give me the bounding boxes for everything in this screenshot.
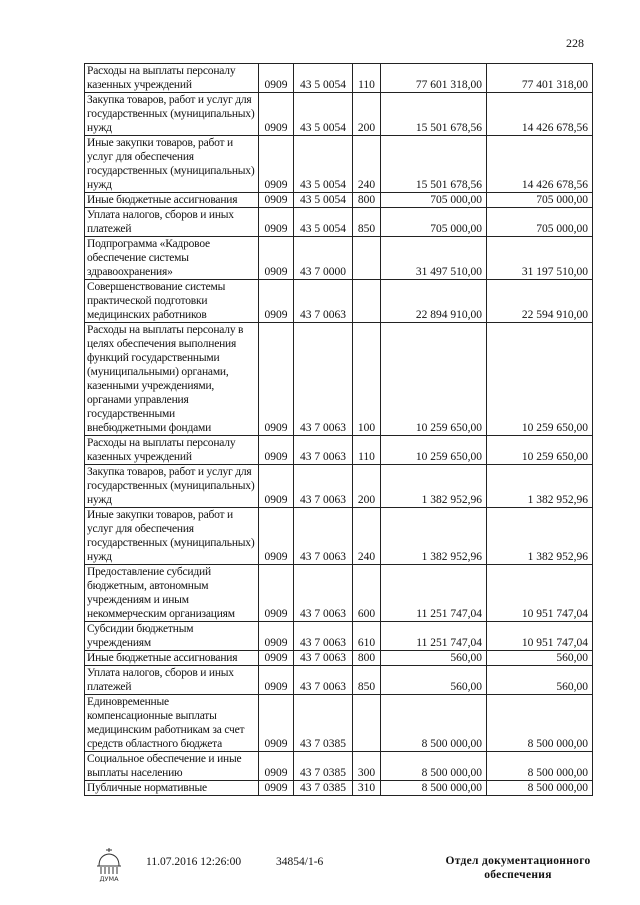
row-amount-1: 705 000,00	[381, 208, 487, 237]
row-amount-1: 11 251 747,04	[381, 565, 487, 622]
row-name: Расходы на выплаты персоналу казенных учреждений	[85, 436, 259, 465]
footer-datetime: 11.07.2016 12:26:00	[146, 856, 242, 868]
row-name: Уплата налогов, сборов и иных платежей	[85, 208, 259, 237]
row-expense-type: 240	[353, 508, 381, 565]
footer-department-line1: Отдел документационного	[445, 855, 591, 867]
row-name: Закупка товаров, работ и услуг для государственных (муниципальных) нужд	[85, 93, 259, 136]
footer-doc-code: 34854/1-6	[276, 856, 324, 868]
row-amount-2: 10 951 747,04	[487, 565, 593, 622]
row-target-code: 43 5 0054	[294, 193, 353, 208]
row-amount-1: 560,00	[381, 666, 487, 695]
row-name: Закупка товаров, работ и услуг для государственных (муниципальных) нужд	[85, 465, 259, 508]
row-name: Расходы на выплаты персоналу казенных учреждений	[85, 64, 259, 93]
row-section: 0909	[259, 752, 294, 781]
row-name: Расходы на выплаты персоналу в целях обеспечения выполнения функций государственными (муниципальными) органами, казенными учреждениями, органами управления государственными внебюджетными фондами	[85, 323, 259, 436]
row-amount-1: 11 251 747,04	[381, 622, 487, 651]
row-expense-type: 800	[353, 193, 381, 208]
row-amount-2: 10 951 747,04	[487, 622, 593, 651]
row-section: 0909	[259, 465, 294, 508]
row-expense-type: 240	[353, 136, 381, 193]
row-name: Иные закупки товаров, работ и услуг для обеспечения государственных (муниципальных) нужд	[85, 508, 259, 565]
row-section: 0909	[259, 781, 294, 796]
row-section: 0909	[259, 136, 294, 193]
budget-table	[84, 63, 593, 796]
table-row	[85, 64, 593, 93]
logo-text: ДУМА	[99, 875, 119, 882]
row-amount-1: 10 259 650,00	[381, 436, 487, 465]
footer-department	[438, 854, 598, 882]
table-row	[85, 436, 593, 465]
row-expense-type	[353, 280, 381, 323]
row-amount-1: 10 259 650,00	[381, 323, 487, 436]
row-target-code: 43 7 0063	[294, 436, 353, 465]
row-target-code: 43 7 0063	[294, 666, 353, 695]
row-amount-2: 8 500 000,00	[487, 752, 593, 781]
row-amount-2: 10 259 650,00	[487, 436, 593, 465]
row-section: 0909	[259, 508, 294, 565]
table-row	[85, 666, 593, 695]
table-row	[85, 465, 593, 508]
row-amount-1: 77 601 318,00	[381, 64, 487, 93]
row-amount-2: 14 426 678,56	[487, 136, 593, 193]
row-amount-2: 14 426 678,56	[487, 93, 593, 136]
row-expense-type: 310	[353, 781, 381, 796]
row-amount-1: 15 501 678,56	[381, 93, 487, 136]
row-amount-2: 10 259 650,00	[487, 323, 593, 436]
table-row	[85, 651, 593, 666]
row-target-code: 43 7 0000	[294, 237, 353, 280]
row-name: Единовременные компенсационные выплаты медицинским работникам за счет средств областного бюджета	[85, 695, 259, 752]
row-expense-type: 110	[353, 436, 381, 465]
row-amount-1: 8 500 000,00	[381, 781, 487, 796]
row-expense-type: 200	[353, 93, 381, 136]
row-amount-1: 705 000,00	[381, 193, 487, 208]
table-row	[85, 622, 593, 651]
row-amount-1: 1 382 952,96	[381, 465, 487, 508]
row-section: 0909	[259, 622, 294, 651]
row-amount-1: 8 500 000,00	[381, 752, 487, 781]
row-expense-type: 850	[353, 208, 381, 237]
row-name: Подпрограмма «Кадровое обеспечение системы здравоохранения»	[85, 237, 259, 280]
table-row	[85, 93, 593, 136]
row-expense-type: 800	[353, 651, 381, 666]
row-target-code: 43 7 0063	[294, 465, 353, 508]
row-section: 0909	[259, 666, 294, 695]
table-row	[85, 136, 593, 193]
row-expense-type: 850	[353, 666, 381, 695]
row-name: Предоставление субсидий бюджетным, автономным учреждениям и иным некоммерческим организациям	[85, 565, 259, 622]
row-target-code: 43 7 0063	[294, 323, 353, 436]
duma-logo-icon	[92, 846, 126, 882]
row-name: Иные бюджетные ассигнования	[85, 193, 259, 208]
row-name: Совершенствование системы практической подготовки медицинских работников	[85, 280, 259, 323]
row-amount-1: 22 894 910,00	[381, 280, 487, 323]
row-amount-2: 705 000,00	[487, 193, 593, 208]
row-expense-type	[353, 695, 381, 752]
row-section: 0909	[259, 565, 294, 622]
table-row	[85, 508, 593, 565]
row-expense-type: 300	[353, 752, 381, 781]
row-amount-2: 1 382 952,96	[487, 465, 593, 508]
row-amount-2: 1 382 952,96	[487, 508, 593, 565]
row-amount-1: 15 501 678,56	[381, 136, 487, 193]
row-name: Иные бюджетные ассигнования	[85, 651, 259, 666]
row-target-code: 43 5 0054	[294, 93, 353, 136]
row-target-code: 43 7 0063	[294, 280, 353, 323]
row-section: 0909	[259, 93, 294, 136]
row-target-code: 43 5 0054	[294, 136, 353, 193]
row-target-code: 43 5 0054	[294, 208, 353, 237]
row-amount-2: 77 401 318,00	[487, 64, 593, 93]
row-section: 0909	[259, 64, 294, 93]
row-expense-type	[353, 237, 381, 280]
table-row	[85, 208, 593, 237]
row-expense-type: 610	[353, 622, 381, 651]
row-amount-2: 705 000,00	[487, 208, 593, 237]
table-row	[85, 565, 593, 622]
row-expense-type: 600	[353, 565, 381, 622]
table-row	[85, 280, 593, 323]
row-amount-2: 31 197 510,00	[487, 237, 593, 280]
row-name: Субсидии бюджетным учреждениям	[85, 622, 259, 651]
row-amount-2: 560,00	[487, 666, 593, 695]
row-section: 0909	[259, 323, 294, 436]
row-section: 0909	[259, 695, 294, 752]
footer-department-line2: обеспечения	[484, 869, 552, 881]
row-amount-1: 1 382 952,96	[381, 508, 487, 565]
table-row	[85, 323, 593, 436]
row-amount-2: 8 500 000,00	[487, 695, 593, 752]
table-row	[85, 781, 593, 796]
row-target-code: 43 5 0054	[294, 64, 353, 93]
row-section: 0909	[259, 436, 294, 465]
row-target-code: 43 7 0385	[294, 695, 353, 752]
row-target-code: 43 7 0063	[294, 565, 353, 622]
row-name: Социальное обеспечение и иные выплаты населению	[85, 752, 259, 781]
row-expense-type: 110	[353, 64, 381, 93]
row-section: 0909	[259, 651, 294, 666]
row-expense-type: 100	[353, 323, 381, 436]
page-number: 228	[566, 36, 584, 50]
row-target-code: 43 7 0385	[294, 752, 353, 781]
row-section: 0909	[259, 208, 294, 237]
row-section: 0909	[259, 280, 294, 323]
table-row	[85, 193, 593, 208]
row-expense-type: 200	[353, 465, 381, 508]
row-amount-2: 22 594 910,00	[487, 280, 593, 323]
budget-table-body	[85, 64, 593, 796]
table-row	[85, 752, 593, 781]
table-row	[85, 237, 593, 280]
row-amount-2: 8 500 000,00	[487, 781, 593, 796]
table-row	[85, 695, 593, 752]
row-target-code: 43 7 0063	[294, 508, 353, 565]
row-amount-1: 31 497 510,00	[381, 237, 487, 280]
row-name: Публичные нормативные	[85, 781, 259, 796]
row-target-code: 43 7 0063	[294, 651, 353, 666]
row-name: Иные закупки товаров, работ и услуг для обеспечения государственных (муниципальных) нужд	[85, 136, 259, 193]
row-name: Уплата налогов, сборов и иных платежей	[85, 666, 259, 695]
row-target-code: 43 7 0385	[294, 781, 353, 796]
row-amount-1: 560,00	[381, 651, 487, 666]
row-section: 0909	[259, 237, 294, 280]
row-amount-2: 560,00	[487, 651, 593, 666]
row-section: 0909	[259, 193, 294, 208]
row-amount-1: 8 500 000,00	[381, 695, 487, 752]
row-target-code: 43 7 0063	[294, 622, 353, 651]
